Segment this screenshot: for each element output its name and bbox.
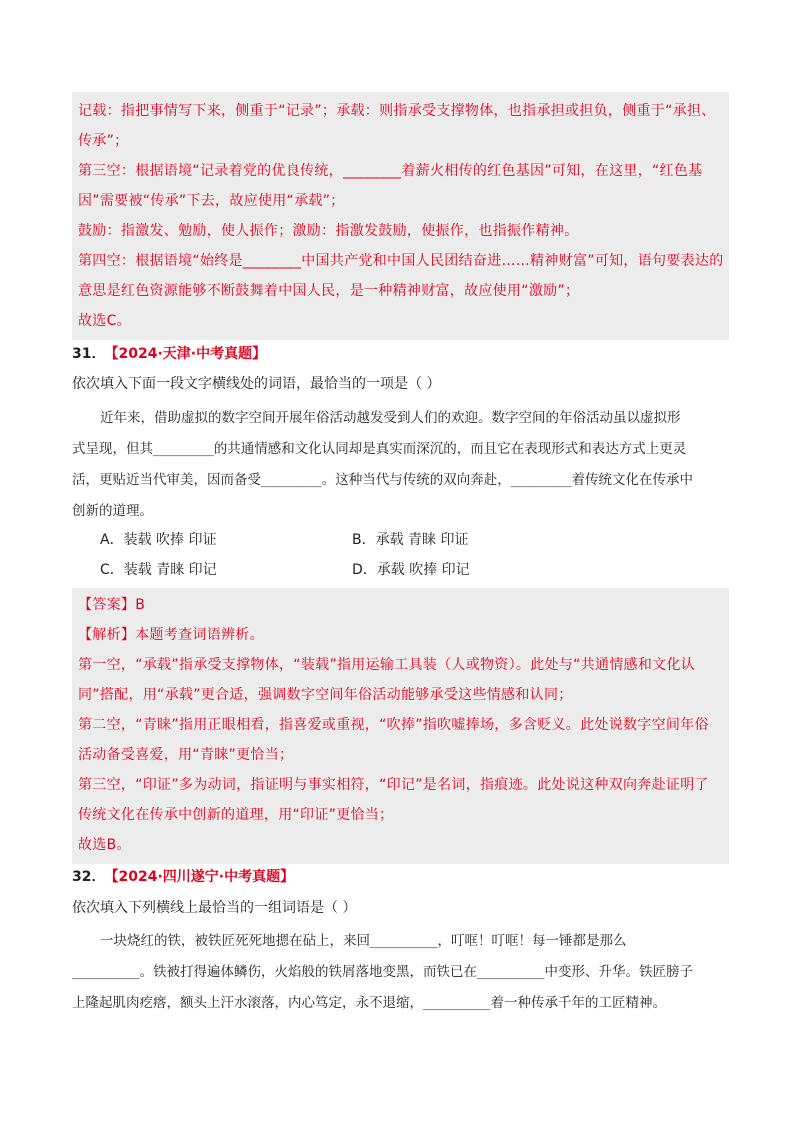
question-source: 【2024·四川遂宁·中考真题】 xyxy=(111,869,295,885)
question-31-passage xyxy=(72,403,732,527)
passage-line: 近年来，借助虚拟的数字空间开展年俗活动越发受到人们的欢迎。数字空间的年俗活动虽以虚拟形 xyxy=(100,410,681,426)
passage-line: 一块烧红的铁，被铁匠死死地摁在砧上，来回__________，叮哐！叮哐！每一锤都是那么 xyxy=(100,933,627,949)
option-a[interactable]: A．装载 吹捧 印证 xyxy=(100,532,217,548)
explanation-line: 因”需要被“传承”下去，故应使用“承载”； xyxy=(78,193,345,209)
analysis-line: 同”搭配，用“承载”更合适，强调数字空间年俗活动能够承受这些情感和认同； xyxy=(78,687,573,703)
question-32-stem: 依次填入下列横线上最恰当的一组词语是（ ） xyxy=(72,900,357,916)
explanation-line: 传承”； xyxy=(78,133,129,149)
explanation-line: 意思是红色资源能够不断鼓舞着中国人民，是一种精神财富，故应使用“激励”； xyxy=(78,283,580,299)
passage-line: __________。铁被打得遍体鳞伤，火焰般的铁屑落地变黑，而铁已在__________中变形、升华。铁匠膀子 xyxy=(72,964,693,980)
explanation-line: 故选C。 xyxy=(78,313,131,329)
analysis-line: 第一空，“承载”指承受支撑物体，“装载”指用运输工具装（人或物资）。此处与“共通情感和文化认 xyxy=(78,657,696,673)
analysis-line: 故选B。 xyxy=(78,837,131,853)
explanation-line: 第三空：根据语境“记录着党的优良传统，________着薪火相传的红色基因”可知，在这里，“红色基 xyxy=(78,163,703,179)
option-b[interactable]: B．承载 青睐 印证 xyxy=(352,532,469,548)
analysis-line: 【解析】本题考查词语辨析。 xyxy=(78,627,264,643)
question-31-answer-block xyxy=(72,588,729,864)
passage-line: 创新的道理。 xyxy=(72,503,153,519)
analysis-line: 活动备受喜爱，用“青睐”更恰当； xyxy=(78,747,294,763)
question-31-stem: 依次填入下面一段文字横线处的词语，最恰当的一项是（ ） xyxy=(72,376,441,392)
question-32-header xyxy=(72,866,294,886)
option-d[interactable]: D．承载 吹捧 印记 xyxy=(352,562,470,578)
passage-line: 式呈现，但其_________的共通情感和文化认同却是真实而深沉的，而且它在表现形式和表达方式上更灵 xyxy=(72,441,687,457)
passage-line: 上隆起肌肉疙瘩，额头上汗水滚落，内心笃定，永不退缩，__________着一种传承千年的工匠精神。 xyxy=(72,995,666,1011)
previous-answer-explanation xyxy=(72,92,729,340)
analysis-line: 传统文化在传承中创新的道理，用“印证”更恰当； xyxy=(78,807,394,823)
answer-line: 【答案】B xyxy=(78,597,146,613)
question-31-options xyxy=(100,524,660,584)
question-number: 31． xyxy=(72,346,106,362)
question-number: 32． xyxy=(72,869,106,885)
explanation-line: 第四空：根据语境“始终是________中国共产党和中国人民团结奋进……精神财富”可知，语句要表达的 xyxy=(78,253,724,269)
question-source: 【2024·天津·中考真题】 xyxy=(111,346,267,362)
explanation-line: 鼓励：指激发、勉励，使人振作；激励：指激发鼓励，使振作，也指振作精神。 xyxy=(78,223,579,239)
explanation-line: 记载：指把事情写下来，侧重于“记录”；承载：则指承受支撑物体，也指承担或担负，侧重于“承担、 xyxy=(78,103,716,119)
option-c[interactable]: C．装载 青睐 印记 xyxy=(100,562,217,578)
analysis-line: 第三空，“印证”多为动词，指证明与事实相符，“印记”是名词，指痕迹。此处说这种双向奔赴证明了 xyxy=(78,777,709,793)
analysis-line: 第二空，“青睐”指用正眼相看，指喜爱或重视，“吹捧”指吹嘘捧场，多含贬义。此处说数字空间年俗 xyxy=(78,717,709,733)
question-31-header xyxy=(72,343,266,363)
question-32-passage xyxy=(72,926,732,1019)
passage-line: 活，更贴近当代审美，因而备受_________。这种当代与传统的双向奔赴，_________着传统文化在传承中 xyxy=(72,472,693,488)
